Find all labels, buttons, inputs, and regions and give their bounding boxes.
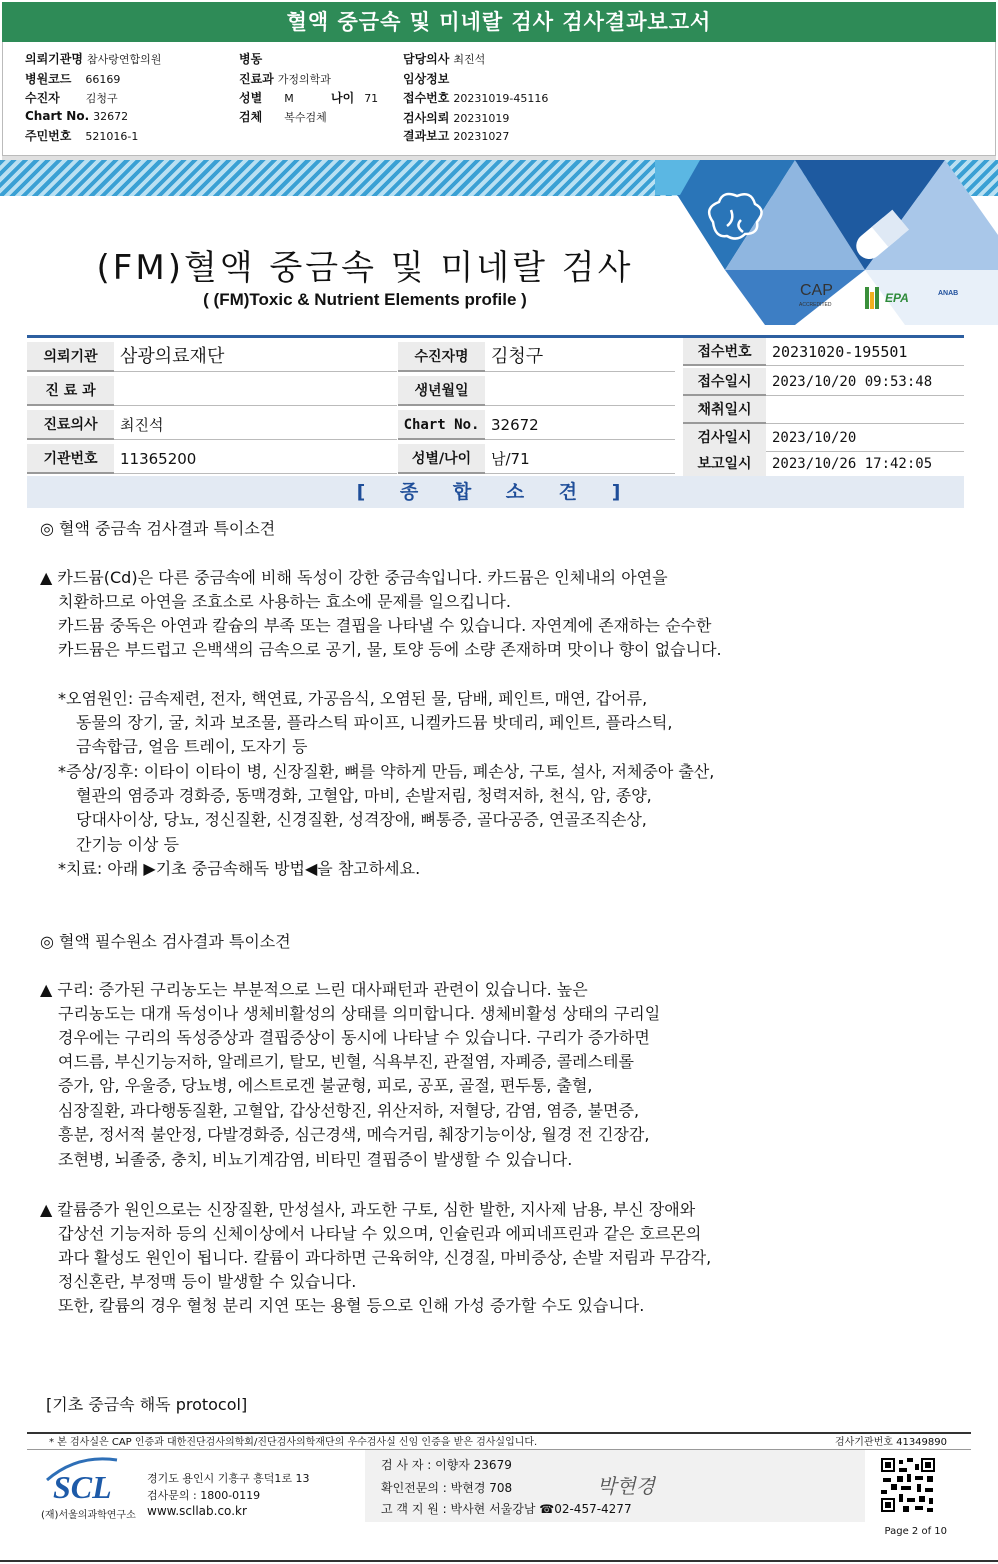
label-receipt-no: 접수번호 <box>683 338 766 366</box>
examiner: 검 사 자 : 이향자 23679 <box>381 1458 512 1472</box>
text-line: 구리농도는 대개 독성이나 생체비활성의 상태를 의미합니다. 생체비활성 상태의 구리일 <box>58 1004 661 1023</box>
info-report-date: 결과보고 20231027 <box>403 129 510 143</box>
info-hospital-code: 병원코드 66169 <box>25 72 121 86</box>
value-chart-no: 32672 <box>485 410 675 440</box>
label-org-no: 기관번호 <box>27 444 114 474</box>
text-line: *치료: 아래 ▶기초 중금속해독 방법◀을 참고하세요. <box>58 859 421 878</box>
value-doctor: 최진석 <box>114 410 397 440</box>
value-receipt-no: 20231020-195501 <box>766 338 964 366</box>
text-line: 간기능 이상 등 <box>76 835 179 854</box>
info-patient: 수진자 김청구 <box>25 91 118 105</box>
text-line: 또한, 칼륨의 경우 혈청 분리 지연 또는 용혈 등으로 인해 가성 증가할 수도 있습니다. <box>58 1296 645 1315</box>
epa-logo: EPA <box>885 291 909 305</box>
page-title: (FM)혈액 중금속 및 미네랄 검사 <box>96 248 634 288</box>
patient-info-box <box>2 42 996 156</box>
text-line: 동물의 장기, 굴, 치과 보조물, 플라스틱 파이프, 니켈카드뮴 밧데리, 페인트, 플라스틱, <box>76 713 673 732</box>
text-line: 치환하므로 아연을 조효소로 사용하는 효소에 문제를 일으킵니다. <box>58 592 511 611</box>
scl-logo <box>39 1454 129 1504</box>
info-chart-no: Chart No. 32672 <box>25 109 129 123</box>
info-request-date: 검사의뢰 20231019 <box>403 111 510 125</box>
value-org: 삼광의료재단 <box>114 342 397 372</box>
text-line: 심장질환, 과다행동질환, 고혈압, 갑상선항진, 위산저하, 저혈당, 감염, 염증, 불면증, <box>58 1101 640 1120</box>
label-receipt-dt: 접수일시 <box>683 368 766 396</box>
value-dept <box>114 376 397 406</box>
lab-number: 검사기관번호 41349890 <box>834 1437 947 1448</box>
org-name: (재)서울의과학연구소 <box>41 1510 136 1521</box>
info-age: 나이 71 <box>331 91 379 105</box>
info-clinical: 임상정보 <box>403 72 450 86</box>
page-subtitle: ( (FM)Toxic & Nutrient Elements profile ) <box>203 290 527 309</box>
label-name: 수진자명 <box>398 342 485 372</box>
qr-code <box>879 1456 937 1514</box>
svg-text:SCL: SCL <box>53 1469 112 1504</box>
value-report-dt: 2023/10/26 17:42:05 <box>766 450 964 478</box>
report-header-title: 혈액 중금속 및 미네랄 검사 검사결과보고서 <box>2 2 996 42</box>
text-line: 여드름, 부신기능저하, 알레르기, 탈모, 빈혈, 식욕부진, 관절염, 자폐증, 콜레스테롤 <box>58 1052 634 1071</box>
svg-text:ACCREDITED: ACCREDITED <box>799 302 832 308</box>
text-line: 과다 활성도 원인이 됩니다. 칼륨이 과다하면 근육허약, 신경질, 마비증상, 손발 저림과 무감각, <box>58 1248 712 1267</box>
section-heading: ◎ 혈액 중금속 검사결과 특이소견 <box>40 519 276 538</box>
text-line: 조현병, 뇌졸중, 충치, 비뇨기계감염, 비타민 결핍증이 발생할 수 있습니다. <box>58 1150 573 1169</box>
text-line: 경우에는 구리의 독성증상과 결핍증상이 동시에 나타날 수 있습니다. 구리가 증가하면 <box>58 1028 650 1047</box>
footer <box>27 1432 971 1542</box>
text-line: 정신혼란, 부정맥 등이 발생할 수 있습니다. <box>58 1272 357 1291</box>
signature: 박현경 <box>597 1474 655 1498</box>
text-line: 카드뮴 중독은 아연과 칼슘의 부족 또는 결핍을 나타낼 수 있습니다. 자연계에 존재하는 순수한 <box>58 616 712 635</box>
value-collect-dt <box>766 396 964 424</box>
label-collect-dt: 채취일시 <box>683 396 766 424</box>
website-link[interactable]: www.scllab.co.kr <box>147 1504 247 1518</box>
label-doctor: 진료의사 <box>27 410 114 440</box>
text-line: 혈관의 염증과 경화증, 동맥경화, 고혈압, 마비, 손발저림, 청력저하, 천식, 암, 종양, <box>76 786 652 805</box>
text-line: 당대사이상, 당뇨, 정신질환, 신경질환, 성격장애, 뼈통증, 골다공증, 연골조직손상, <box>76 810 647 829</box>
label-org: 의뢰기관 <box>27 342 114 372</box>
page-number: Page 2 of 10 <box>884 1526 947 1537</box>
value-birth <box>485 376 675 406</box>
text-line: 갑상선 기능저하 등의 신체이상에서 나타날 수 있으며, 인슐린과 에피네프린과 같은 호르몬의 <box>58 1224 702 1243</box>
summary-heading: [ 종 합 소 견 ] <box>27 476 964 508</box>
info-sex: 성별 M <box>239 91 294 105</box>
phone: 검사문의 : 1800-0119 <box>147 1489 261 1502</box>
info-org: 의뢰기관명 참사랑연합의원 <box>25 52 162 66</box>
info-receipt-no: 접수번호 20231019-45116 <box>403 91 549 105</box>
info-resident-no: 주민번호 521016-1 <box>25 129 139 143</box>
label-sex-age: 성별/나이 <box>398 444 485 474</box>
text-line: 흥분, 정서적 불안정, 다발경화증, 심근경색, 메슥거림, 췌장기능이상, 월경 전 긴장감, <box>58 1125 650 1144</box>
label-test-dt: 검사일시 <box>683 424 766 452</box>
value-sex-age: 남/71 <box>485 444 675 474</box>
text-line: 카드뮴은 부드럽고 은백색의 금속으로 공기, 물, 토양 등에 소량 존재하며 맛이나 향이 없습니다. <box>58 640 722 659</box>
info-specimen: 검체 복수검체 <box>239 110 327 124</box>
text-line: ▲ 구리: 증가된 구리농도는 부분적으로 느린 대사패턴과 관련이 있습니다. 높은 <box>40 980 588 999</box>
text-line: *오염원인: 금속제련, 전자, 핵연료, 가공음식, 오염된 물, 담배, 페인트, 매연, 갑어류, <box>58 689 648 708</box>
lm-logo <box>865 287 879 309</box>
label-birth: 생년월일 <box>398 376 485 406</box>
value-org-no: 11365200 <box>114 444 397 474</box>
value-name: 김청구 <box>485 342 675 372</box>
info-doctor: 담당의사 최진석 <box>403 52 486 66</box>
cap-logo: CAP <box>800 282 833 299</box>
anab-logo: ANAB <box>938 290 959 297</box>
info-ward: 병동 <box>239 52 263 66</box>
address: 경기도 용인시 기흥구 흥덕1로 13 <box>147 1472 310 1485</box>
label-report-dt: 보고일시 <box>683 450 766 478</box>
text-line: ▲ 칼륨증가 원인으로는 신장질환, 만성설사, 과도한 구토, 심한 발한, 지사제 남용, 부신 장애와 <box>40 1200 696 1219</box>
text-line: *증상/징후: 이타이 이타이 병, 신장질환, 뼈를 약하게 만듬, 폐손상, 구토, 설사, 저체중아 출산, <box>58 762 715 781</box>
info-dept: 진료과 가정의학과 <box>239 72 331 86</box>
certification-text: * 본 검사실은 CAP 인증과 대한진단검사의학회/진단검사의학재단의 우수검사실 신임 인증을 받은 검사실입니다. <box>49 1437 538 1448</box>
divider <box>0 1560 998 1562</box>
label-dept: 진 료 과 <box>27 376 114 406</box>
protocol-heading: [기초 중금속 해독 protocol] <box>46 1395 248 1414</box>
section-heading: ◎ 혈액 필수원소 검사결과 특이소견 <box>40 932 291 951</box>
text-line: 증가, 암, 우울증, 당뇨병, 에스트로겐 불균형, 피로, 공포, 골절, 편두통, 출혈, <box>58 1076 593 1095</box>
patient-table <box>27 335 964 475</box>
text-line: ▲ 카드뮴(Cd)은 다른 중금속에 비해 독성이 강한 중금속입니다. 카드뮴은 인체내의 아연을 <box>40 568 668 587</box>
customer-support: 고 객 지 원 : 박사현 서울강남 ☎02-457-4277 <box>381 1502 632 1516</box>
value-receipt-dt: 2023/10/20 09:53:48 <box>766 368 964 396</box>
text-line: 금속합금, 얼음 트레이, 도자기 등 <box>76 737 308 756</box>
certification-bar <box>27 1432 971 1450</box>
value-test-dt: 2023/10/20 <box>766 424 964 452</box>
label-chart-no: Chart No. <box>398 410 485 440</box>
specialist: 확인전문의 : 박현경 708 <box>381 1481 513 1495</box>
